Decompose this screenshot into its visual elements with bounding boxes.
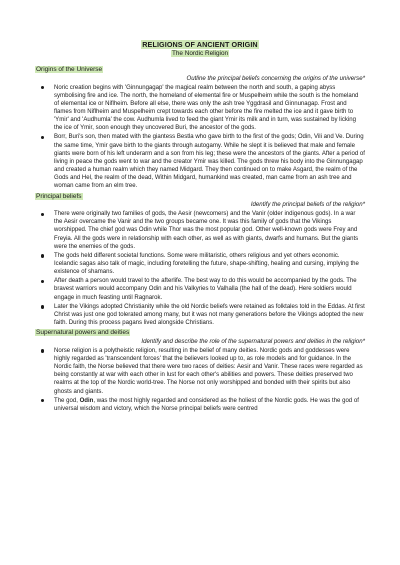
odin-text: , was the most highly regarded and considered as the holiest of the Nordic gods. He was the god of universal wisdom and victory, which the Norse principal beliefs were centred: [54, 397, 359, 412]
odin-prefix: The god,: [54, 397, 80, 404]
section-question-supernatural-powers: Identify and describe the role of the supernatural powers and deities in the religion*: [141, 337, 365, 345]
document-title: RELIGIONS OF ANCIENT ORIGIN: [142, 40, 258, 49]
document-subtitle: The Nordic Religion: [171, 50, 229, 57]
list-item: Norse religion is a polytheistic religion, resulting in the belief of many deities. Nordic gods and goddesses were highly regarded as 'transcendent forces' that the believers looked up to, as role models and for guidance. In the Nordic faith, the Norse believed that there were two races of deities: Aesir and Vanir. These races were regarded as being constantly at war with each other in lust for each other's abilities and powers. These deities preserved two realms at the top of the Nordic world-tree. The Norse not only worshipped and bonded with their spirits but also ghosts and giants.: [54, 347, 365, 396]
list-item: After death a person would travel to the afterlife. The best way to do this would be accompanied by the gods. The bravest warriors would accompany Odin and his Valkyries to Valhalla (the hall of the dead). Here soldiers would engage in much feasting until Ragnarok.: [54, 277, 365, 301]
section-heading-origins: Origins of the Universe: [36, 66, 103, 73]
list-item: The gods held different societal functions. Some were militaristic, others religious and yet others economic. Icelandic sagas also talk of magic, including foretelling the future, shape-shifting, healing and cursing, implying the existence of shamans.: [54, 252, 365, 276]
section-heading-supernatural-powers: Supernatural powers and deities: [36, 329, 130, 337]
section-question-principal-beliefs: Identify the principal beliefs of the religion*: [250, 201, 365, 209]
list-item: There were originally two families of gods, the Aesir (newcomers) and the Vanir (older indigenous gods). In a war the Aesir overcame the Vanir and the two groups became one. It was this family of gods that the Vikings worshipped. The chief god was Odin while Thor was the most popular god. Other well-known gods were Frey and Freyia. All the gods were in relationship with each other, as well as with giants, dwarfs and humans. But the giants were the enemies of the gods.: [54, 210, 365, 251]
bullet-list-origins: [35, 84, 365, 191]
bullet-list-principal-beliefs: [35, 210, 365, 327]
list-item-odin: [54, 397, 365, 413]
odin-name: Odin: [79, 397, 94, 404]
section-question-origins: Outline the principal beliefs concerning the origins of the universe*: [186, 74, 365, 82]
list-item: Noric creation begins with 'Ginnungagap' the magical realm between the north and south, a gaping abyss symbolising fire and ice. The north, the homeland of elemental fire or Muspelheim while the south is the homeland of elemental ice or Niflheim. Before all else, there was only the ash tree Yggdrasil and Ginnunagap. Frost and flames from Niflheim and Muspelheim crept towards each other before the fire melted the ice and it gave birth to 'Ymir' and 'Audhumla' the cow. Audhumla lived to feed the giant Ymir its milk and in turn, was sustained by licking the ice of Ymir, soon enough they uncovered Buri, the ancestor of the gods.: [54, 84, 365, 133]
list-item: Borr, Buri's son, then mated with the giantess Bestla who gave birth to the first of the gods; Odin, Vili and Ve. During the same time, Ymir gave birth to the giants through autogamy. While he slept it is believed that male and female giants were born of his left underarm and a son from his leg; these were the ancestors of the giants. After a period of living in peace the gods went to war and the creator Ymir was killed. The gods threw his body into the Ginnungagap and created a human realm which they named Midgard. They then continued on to make Asgard, the realm of the Gods and Hel, the realm of the dead, Within Midgard, humankind was created, man came from an ash tree and woman came from an elm tree.: [54, 134, 365, 190]
list-item: Later the Vikings adopted Christianity while the old Nordic beliefs were retained as folktales told in the Eddas. At first Christ was just one god tolerated among many, but it was not many generations before the Vikings adopted the new faith. During this process pagans lived alongside Christians.: [54, 303, 365, 327]
bullet-list-supernatural-powers: [35, 347, 365, 413]
section-heading-principal-beliefs: Principal beliefs: [36, 192, 82, 200]
